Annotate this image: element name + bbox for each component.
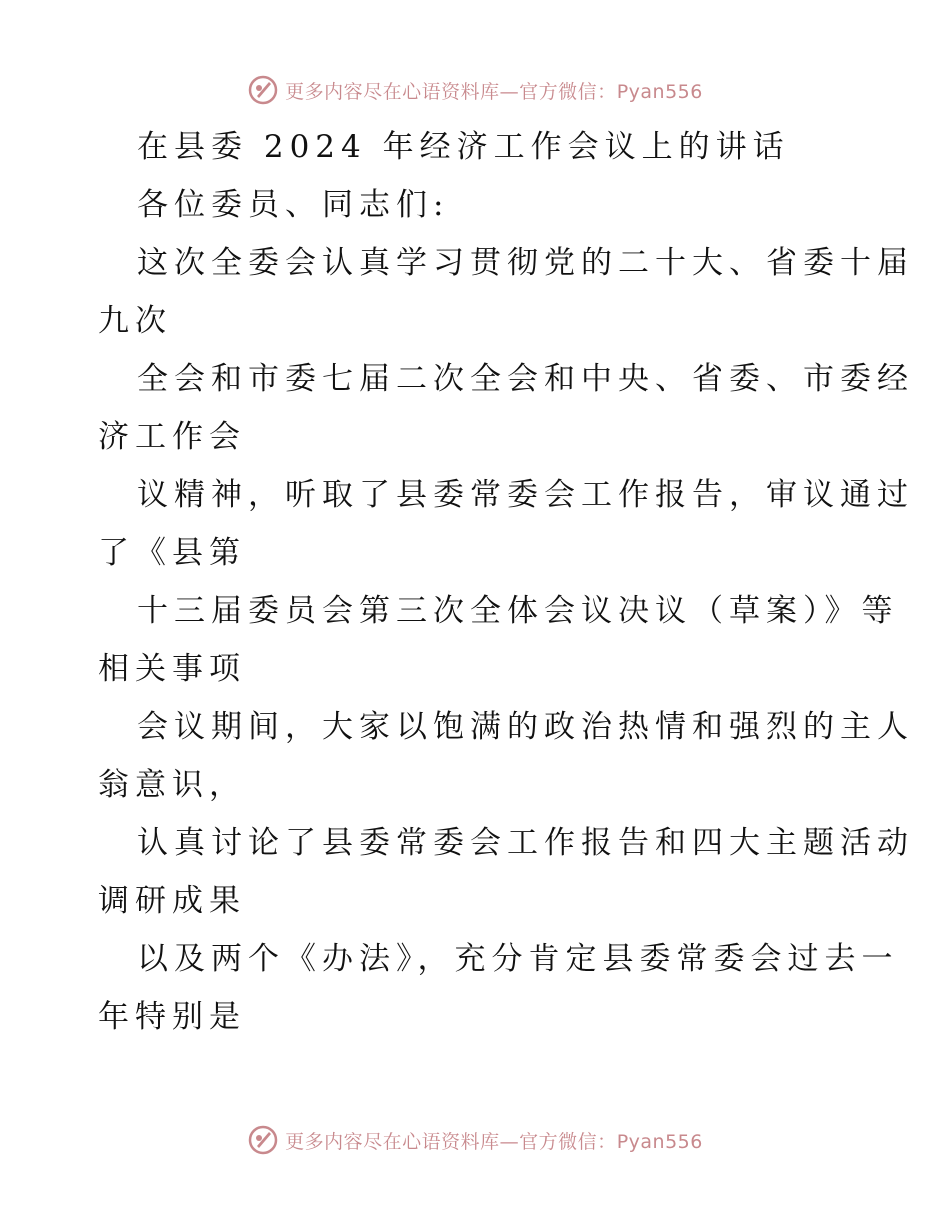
- paragraph-line-11: 认真讨论了县委常委会工作报告和四大主题活动: [137, 825, 914, 861]
- watermark-label: 官方微信：: [519, 1130, 617, 1153]
- paragraph-line-8: 相关事项: [98, 651, 246, 687]
- watermark-logo-icon: [247, 74, 279, 106]
- paragraph-line-9: 会议期间，大家以饱满的政治热情和强烈的主人: [137, 709, 914, 745]
- watermark-text: [285, 77, 703, 104]
- paragraph-line-12: 调研成果: [98, 883, 246, 919]
- watermark-brand: 更多内容尽在心语资料库: [285, 1130, 500, 1153]
- watermark-brand: 更多内容尽在心语资料库: [285, 80, 500, 103]
- watermark-dash: —: [499, 80, 520, 103]
- header-watermark: [0, 70, 950, 110]
- salutation: 各位委员、同志们:: [137, 187, 450, 223]
- paragraph-line-3: 全会和市委七届二次全会和中央、省委、市委经: [137, 361, 914, 397]
- watermark-label: 官方微信：: [519, 80, 617, 103]
- paragraph-line-1: 这次全委会认真学习贯彻党的二十大、省委十届: [137, 245, 914, 281]
- paragraph-line-10: 翁意识，: [98, 767, 246, 803]
- watermark-dash: —: [499, 1130, 520, 1153]
- paragraph-line-14: 年特别是: [98, 999, 246, 1035]
- watermark-handle: Pyan556: [616, 1130, 703, 1153]
- watermark-handle: Pyan556: [616, 80, 703, 103]
- paragraph-line-2: 九次: [98, 303, 172, 339]
- paragraph-line-4: 济工作会: [98, 419, 246, 455]
- document-title: 在县委 2024 年经济工作会议上的讲话: [137, 129, 790, 165]
- watermark-text: [285, 1127, 703, 1154]
- paragraph-line-5: 议精神，听取了县委常委会工作报告，审议通过: [137, 477, 914, 513]
- paragraph-line-7: 十三届委员会第三次全体会议决议（草案）》等: [137, 593, 899, 629]
- watermark-logo-icon: [247, 1124, 279, 1156]
- paragraph-line-13: 以及两个《办法》，充分肯定县委常委会过去一: [137, 941, 899, 977]
- footer-watermark: [0, 1120, 950, 1160]
- paragraph-line-6: 了《县第: [98, 535, 246, 571]
